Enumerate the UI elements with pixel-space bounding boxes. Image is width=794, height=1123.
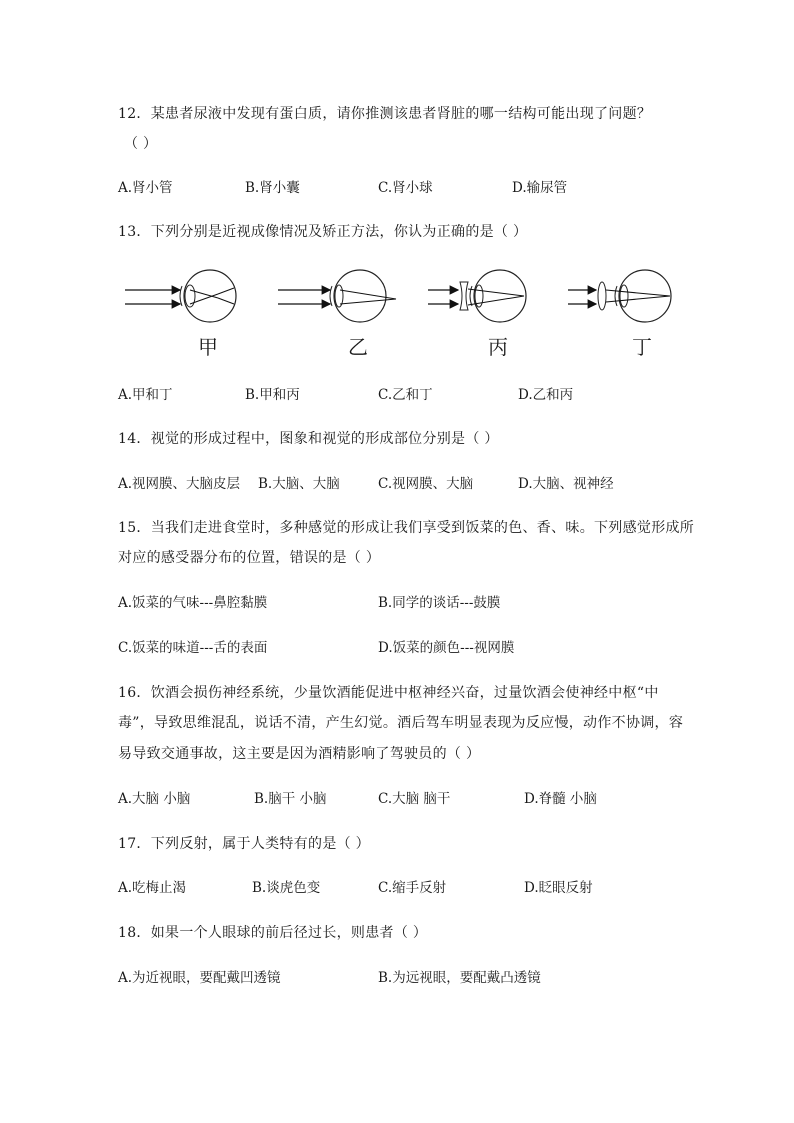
diagram-label-jia: 甲 (198, 335, 218, 359)
question-16-stem-line2: 毒”，导致思维混乱，说话不清，产生幻觉。酒后驾车明显表现为反应慢，动作不协调，容 (118, 715, 684, 731)
eye-diagrams (110, 262, 710, 342)
question-16-stem-line1: 16．饮酒会损伤神经系统，少量饮酒能促进中枢神经兴奋，过量饮酒会使神经中枢“中 (118, 685, 659, 701)
q15-option-d: D.饭菜的颜色---视网膜 (378, 640, 515, 656)
q14-option-c: C.视网膜、大脑 (378, 476, 474, 492)
q18-option-b: B.为远视眼，要配戴凸透镜 (378, 970, 541, 986)
question-12-answer-blank: （ ） (124, 136, 158, 152)
q16-option-d: D.脊髓 小脑 (524, 791, 597, 807)
q18-option-a: A.为近视眼，要配戴凹透镜 (118, 970, 281, 986)
question-15-stem-line1: 15．当我们走进食堂时，多种感觉的形成让我们享受到饭菜的色、香、味。下列感觉形成所 (118, 520, 695, 536)
question-14-stem: 14．视觉的形成过程中，图象和视觉的形成部位分别是（ ） (118, 431, 499, 447)
q17-option-c: C.缩手反射 (378, 880, 447, 896)
q13-option-d: D.乙和丙 (518, 387, 574, 403)
q12-option-c: C.肾小球 (378, 180, 433, 196)
q17-option-d: D.眨眼反射 (524, 880, 593, 896)
question-18-stem: 18．如果一个人眼球的前后径过长，则患者（ ） (118, 925, 428, 941)
q17-option-b: B.谈虎色变 (252, 880, 321, 896)
q12-option-a: A.肾小管 (118, 180, 173, 196)
q13-option-b: B.甲和丙 (245, 387, 300, 403)
q16-option-c: C.大脑 脑干 (378, 791, 451, 807)
question-17-stem: 17．下列反射，属于人类特有的是（ ） (118, 836, 370, 852)
q16-option-b: B.脑干 小脑 (254, 791, 327, 807)
q16-option-a: A.大脑 小脑 (118, 791, 191, 807)
q14-option-a: A.视网膜、大脑皮层 (118, 476, 241, 492)
q15-option-c: C.饭菜的味道---舌的表面 (118, 640, 268, 656)
q17-option-a: A.吃梅止渴 (118, 880, 187, 896)
q15-option-a: A.饭菜的气味---鼻腔黏膜 (118, 595, 268, 611)
eye-diagram-jia (125, 270, 236, 322)
question-16-stem-line3: 易导致交通事故，这主要是因为酒精影响了驾驶员的（ ） (118, 746, 481, 762)
diagram-label-ding: 丁 (632, 335, 652, 359)
diagram-label-yi: 乙 (348, 335, 368, 359)
question-12-stem: 12．某患者尿液中发现有蛋白质，请你推测该患者肾脏的哪一结构可能出现了问题？ (118, 106, 652, 122)
q12-option-d: D.输尿管 (512, 180, 568, 196)
eye-diagram-bing (428, 270, 526, 322)
q14-option-d: D.大脑、视神经 (518, 476, 614, 492)
diagram-label-bing: 丙 (488, 335, 508, 359)
question-13-stem: 13．下列分别是近视成像情况及矫正方法，你认为正确的是（ ） (118, 224, 528, 240)
eye-diagram-ding (568, 270, 671, 322)
q15-option-b: B.同学的谈话---鼓膜 (378, 595, 501, 611)
q13-option-c: C.乙和丁 (378, 387, 433, 403)
q13-option-a: A.甲和丁 (118, 387, 173, 403)
eye-diagram-yi (278, 270, 396, 322)
question-15-stem-line2: 对应的感受器分布的位置，错误的是（ ） (118, 550, 381, 566)
q14-option-b: B.大脑、大脑 (258, 476, 340, 492)
q12-option-b: B.肾小囊 (245, 180, 300, 196)
